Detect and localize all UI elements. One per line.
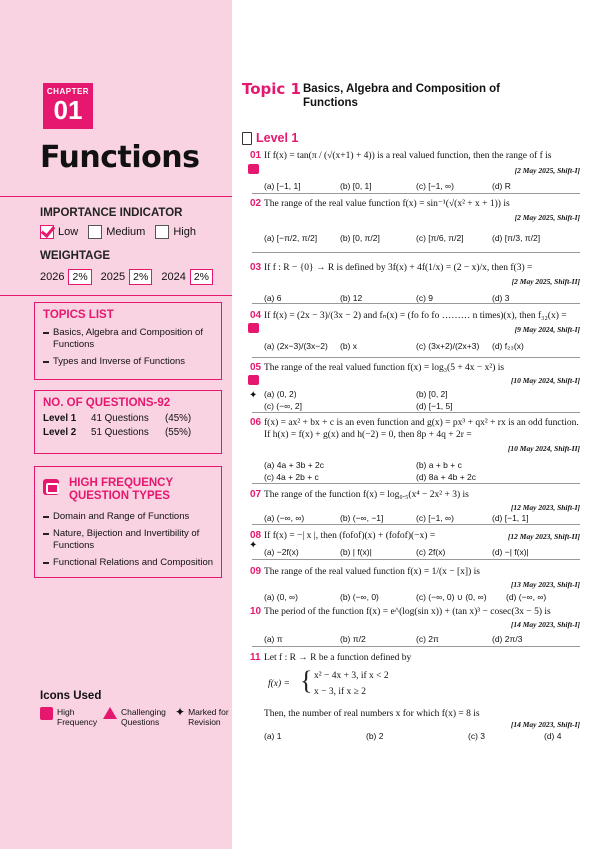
question-source: [2 May 2025, Shift-I] [514, 213, 580, 222]
options [264, 546, 568, 558]
options [264, 180, 568, 192]
question [250, 652, 580, 741]
question-number: 01 [250, 150, 262, 161]
divider [252, 524, 580, 525]
option: (a) [−π/2, π/2] [264, 233, 318, 243]
importance-high: High [173, 226, 196, 238]
topics-heading: TOPICS LIST [43, 309, 114, 321]
option: (a) −2f(x) [264, 547, 299, 557]
question-source: [14 May 2023, Shift-I] [510, 620, 580, 629]
option: (d) [−1, 1] [492, 513, 529, 523]
option: (b) 12 [340, 293, 363, 303]
options [264, 232, 568, 244]
level-name: Level 2 [43, 427, 77, 438]
question [250, 489, 580, 523]
question-source: [12 May 2023, Shift-II] [507, 532, 580, 541]
option: (c) [−1, ∞) [416, 181, 454, 191]
high-frequency-icon [40, 707, 53, 720]
option: (c) (3x+2)/(2x+3) [416, 341, 480, 351]
divider [0, 295, 232, 296]
pin-icon: ✦ [249, 540, 258, 551]
question [250, 310, 580, 351]
level-count: 51 Questions [91, 427, 149, 438]
option: (a) 4a + 3b + 2c [264, 460, 325, 470]
divider [0, 196, 232, 197]
weightage-value: 2% [190, 269, 213, 285]
question-text: Let f : R → R be a function defined by [264, 653, 412, 663]
question-text: The range of the real value function f(x) = sin⁻¹(√(x² + x + 1)) is [264, 199, 510, 209]
piecewise-lhs: f(x) = [268, 679, 290, 689]
options [264, 730, 600, 742]
option: (c) (−∞, 2] [264, 401, 302, 411]
piece-2: x − 3, if x ≥ 2 [314, 687, 366, 697]
question-number: 06 [250, 417, 262, 428]
weightage-heading: WEIGHTAGE [40, 250, 111, 262]
option: (a) (2x−3)/(3x−2) [264, 341, 328, 351]
question-type-item: Nature, Bijection and Invertibility of Functions [43, 528, 215, 552]
divider [252, 357, 580, 358]
option: (b) [0, 2] [416, 389, 448, 399]
question-number: 11 [250, 652, 261, 663]
option: (a) (−∞, ∞) [264, 513, 305, 523]
question-text: If f : R − {0} → R is defined by 3f(x) + 4f(1/x) = (2 − x)/x, then f(3) = [264, 263, 533, 273]
weightage-year: 2026 [40, 271, 65, 283]
divider [252, 483, 580, 484]
chapter-title: Functions [40, 140, 200, 175]
chapter-number: 01 [53, 95, 83, 125]
options [264, 591, 582, 603]
options [264, 512, 568, 524]
question [249, 362, 580, 411]
pin-icon: ✦ [249, 390, 258, 401]
question-text: The range of the function f(x) = log₀.₅(x⁴ − 2x² + 3) is [264, 490, 469, 500]
piece-1: x² − 4x + 3, if x < 2 [314, 671, 389, 681]
weightage-year: 2024 [161, 271, 186, 283]
option: (d) −| f(x)| [492, 547, 529, 557]
brace: { [300, 666, 313, 695]
option: (c) 2π [416, 634, 439, 644]
question-number: 05 [250, 362, 262, 373]
option: (d) (−∞, ∞) [506, 592, 547, 602]
question-source: [2 May 2025, Shift-I] [514, 166, 580, 175]
level-heading [242, 131, 298, 145]
question-source: [14 May 2023, Shift-I] [510, 720, 580, 729]
divider [252, 252, 580, 253]
questions-count-box [34, 390, 222, 454]
legend-label: Marked for Revision [188, 707, 229, 727]
option: (b) (−∞, −1] [340, 513, 384, 523]
option: (b) x [340, 341, 357, 351]
level-row [43, 413, 213, 424]
level-pct: (55%) [165, 427, 192, 438]
question-text: If f(x) = tan(π / (√(x+1) + 4)) is a real valued function, then the range of f is [264, 151, 552, 161]
option: (b) [0, 1] [340, 181, 372, 191]
weightage-value: 2% [68, 269, 91, 285]
option: (a) (0, 2) [264, 389, 297, 399]
option: (d) [−1, 5] [416, 401, 453, 411]
chapter-badge [43, 83, 93, 129]
high-frequency-icon [248, 375, 259, 385]
topic-item: Basics, Algebra and Composition of Functions [43, 327, 215, 351]
question-text-tail: Then, the number of real numbers x for which f(x) = 8 is [264, 709, 480, 719]
weightage-value: 2% [129, 269, 152, 285]
question [250, 262, 580, 303]
question-source: [10 May 2024, Shift-I] [510, 376, 580, 385]
option: (b) a + b + c [416, 460, 462, 470]
options [264, 400, 568, 412]
question-source: [10 May 2024, Shift-II] [507, 444, 580, 453]
topic-item: Types and Inverse of Functions [43, 356, 215, 368]
topic-title: Basics, Algebra and Composition of Functions [303, 83, 501, 109]
question [250, 566, 580, 602]
option: (a) 6 [264, 293, 282, 303]
divider [252, 559, 580, 560]
question-number: 04 [250, 310, 262, 321]
pin-icon: ✦ [175, 705, 186, 719]
icons-used-heading: Icons Used [40, 690, 102, 702]
legend-label: Challenging Questions [121, 707, 166, 727]
option: (b) [0, π/2] [340, 233, 380, 243]
question-source: [9 May 2024, Shift-I] [514, 325, 580, 334]
document-icon [242, 132, 252, 145]
high-frequency-box [34, 466, 222, 578]
option: (b) 2 [366, 731, 384, 741]
divider [252, 412, 580, 413]
options [264, 459, 568, 471]
option: (c) 4a + 2b + c [264, 472, 319, 482]
question-number: 03 [250, 262, 262, 273]
question-number: 10 [250, 606, 262, 617]
high-frequency-heading: HIGH FREQUENCY QUESTION TYPES [69, 477, 173, 502]
options [264, 388, 568, 400]
option: (c) [π/6, π/2] [416, 233, 464, 243]
question-text: If f(x) = −| x |, then (fofof)(x) + (fofof)(−x) = [264, 531, 436, 541]
question-type-item: Domain and Range of Functions [43, 511, 215, 523]
level-count: 41 Questions [91, 413, 149, 424]
weightage-year: 2025 [100, 271, 126, 283]
question-number: 07 [250, 489, 262, 500]
option: (d) 2π/3 [492, 634, 523, 644]
question [250, 150, 580, 191]
options [264, 471, 568, 483]
question-number: 02 [250, 198, 262, 209]
option: (a) (0, ∞) [264, 592, 298, 602]
question-source: [13 May 2023, Shift-I] [510, 580, 580, 589]
weightage-row [40, 269, 222, 285]
level-name: Level 1 [43, 413, 77, 424]
option: (c) [−1, ∞) [416, 513, 454, 523]
divider [252, 646, 580, 647]
high-frequency-icon [248, 323, 259, 333]
option: (a) π [264, 634, 283, 644]
question [250, 198, 580, 243]
legend-label: High Frequency [57, 707, 98, 727]
option: (b) π/2 [340, 634, 366, 644]
importance-low: Low [58, 226, 79, 238]
high-frequency-icon [248, 164, 259, 174]
topic-tag: Topic 1 [242, 80, 301, 98]
question-source: [12 May 2023, Shift-I] [510, 503, 580, 512]
chapter-sidebar [0, 0, 232, 849]
importance-indicator [40, 225, 206, 239]
importance-heading: IMPORTANCE INDICATOR [40, 207, 183, 219]
question-source: [2 May 2025, Shift-II] [511, 277, 580, 286]
question-text: The range of the real valued function f(x) = log₃(5 + 4x − x²) is [264, 363, 505, 373]
option: (d) [π/3, π/2] [492, 233, 541, 243]
importance-medium: Medium [106, 226, 146, 238]
question [250, 417, 580, 482]
option: (a) 1 [264, 731, 282, 741]
option: (a) [−1, 1] [264, 181, 301, 191]
level-row [43, 427, 213, 438]
high-frequency-icon [43, 479, 59, 495]
divider [252, 303, 580, 304]
question [249, 530, 580, 557]
question-number: 09 [250, 566, 262, 577]
option: (d) 4 [544, 731, 562, 741]
question [250, 606, 580, 644]
level-pct: (45%) [165, 413, 192, 424]
option: (b) | f(x)| [340, 547, 372, 557]
option: (c) 3 [468, 731, 485, 741]
option: (d) 8a + 4b + 2c [416, 472, 477, 482]
question-type-item: Functional Relations and Composition [43, 557, 215, 569]
option: (d) R [492, 181, 511, 191]
option: (d) f₂₃(x) [492, 341, 524, 351]
options [264, 633, 568, 645]
option: (c) 2f(x) [416, 547, 446, 557]
option: (b) (−∞, 0) [340, 592, 379, 602]
chapter-label: CHAPTER [46, 87, 90, 96]
topics-list-box [34, 302, 222, 380]
medium-checkbox [88, 225, 102, 239]
question-text: If f(x) = (2x − 3)/(3x − 2) and fₙ(x) = (fo fo fo ……… n times)(x), then f₃₂(x) = [264, 311, 567, 321]
questions-heading: NO. OF QUESTIONS-92 [43, 397, 171, 409]
option: (c) (−∞, 0) ∪ (0, ∞) [416, 592, 487, 602]
challenging-icon [103, 707, 117, 719]
level-label: Level 1 [256, 131, 299, 145]
question-text: f(x) = ax² + bx + c is an even function and g(x) = px³ + qx² + rx is an odd function. If h(x) = f(x) + g(x) and h(−2) = 0, then 8p + 4q + 2r = [264, 418, 579, 440]
question-number: 08 [250, 530, 262, 541]
question-text: The period of the function f(x) = e^(log(sin x)) + (tan x)³ − cosec(3x − 5) is [264, 607, 551, 617]
icons-legend [40, 707, 238, 727]
high-checkbox [155, 225, 169, 239]
question-text: The range of the real valued function f(x) = 1/(x − [x]) is [264, 567, 480, 577]
low-checkbox [40, 225, 54, 239]
divider [252, 193, 580, 194]
option: (c) 9 [416, 293, 433, 303]
option: (d) 3 [492, 293, 510, 303]
options [264, 340, 568, 352]
